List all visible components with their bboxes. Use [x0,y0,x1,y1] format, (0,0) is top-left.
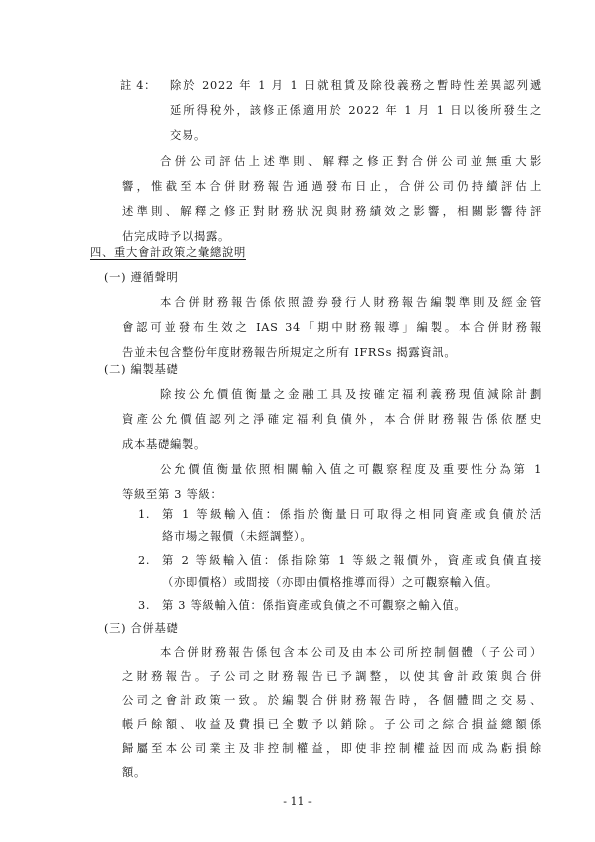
eval-para-line-2: 響，惟截至本合併財務報告通過發布日止，合併公司仍持續評估上 [122,180,542,193]
note-4-label: 註 4： [120,79,157,92]
section-4-title: 四、重大會計政策之彙總說明 [90,246,246,259]
sub3-title: (三) 合併基礎 [104,622,179,635]
sub2-para2-line-1: 公允價值衡量依照相關輸入值之可觀察程度及重要性分為第 1 [160,463,542,476]
sub2-para2-line-2: 等級至第 3 等級： [122,488,223,501]
sub3-line-1: 本合併財務報告係包含本公司及由本公司所控制個體（子公司） [160,646,542,659]
note-4-line-3: 交易。 [170,129,206,142]
level-2-line-2: （亦即價格）或間接（亦即由價格推導而得）之可觀察輸入值。 [162,576,498,589]
eval-para-line-4: 估完成時予以揭露。 [122,230,230,243]
sub2-para1-line-1: 除按公允價值衡量之金融工具及按確定福利義務現值減除計劃 [160,388,542,401]
sub3-line-2: 之財務報告。子公司之財務報告已予調整，以使其會計政策與合併 [122,670,542,683]
sub3-line-5: 歸屬至本公司業主及非控制權益，即使非控制權益因而成為虧損餘 [122,742,542,755]
eval-para-line-3: 述準則、解釋之修正對財務狀況與財務績效之影響，相關影響待評 [122,205,542,218]
sub2-para1-line-3: 成本基礎編製。 [122,438,206,451]
sub2-para1-line-2: 資產公允價值認列之淨確定福利負債外，本合併財務報告係依歷史 [122,413,542,426]
sub1-line-2: 會認可並發布生效之 IAS 34「期中財務報導」編製。本合併財務報 [122,321,542,334]
sub3-line-6: 額。 [122,766,146,779]
page-number: - 11 - [283,795,312,808]
eval-para-line-1: 合併公司評估上述準則、解釋之修正對合併公司並無重大影 [160,155,542,168]
level-2-number: 2. [138,554,151,567]
sub3-line-3: 公司之會計政策一致。於編製合併財務報告時，各個體間之交易、 [122,694,542,707]
level-3-number: 3. [138,599,151,612]
note-4-line-1: 除於 2022 年 1 月 1 日就租賃及除役義務之暫時性差異認列遞 [170,79,542,92]
level-1-line-2: 絡市場之報價（未經調整）。 [162,530,313,543]
sub1-line-3: 告並未包含整份年度財務報告所規定之所有 IFRSs 揭露資訊。 [122,346,457,359]
sub2-title: (二) 編製基礎 [104,363,179,376]
sub1-line-1: 本合併財務報告係依照證券發行人財務報告編製準則及經金管 [160,296,542,309]
level-1-number: 1. [138,508,151,521]
note-4-line-2: 延所得稅外，該修正係適用於 2022 年 1 月 1 日以後所發生之 [170,104,542,117]
level-2-line-1: 第 2 等級輸入值：係指除第 1 等級之報價外，資產或負債直接 [162,554,542,567]
level-1-line-1: 第 1 等級輸入值：係指於衡量日可取得之相同資產或負債於活 [162,508,542,521]
sub1-title: (一) 遵循聲明 [104,271,179,284]
level-3-line-1: 第 3 等級輸入值：係指資產或負債之不可觀察之輸入值。 [162,599,467,612]
sub3-line-4: 帳戶餘額、收益及費損已全數予以銷除。子公司之綜合損益總額係 [122,718,542,731]
